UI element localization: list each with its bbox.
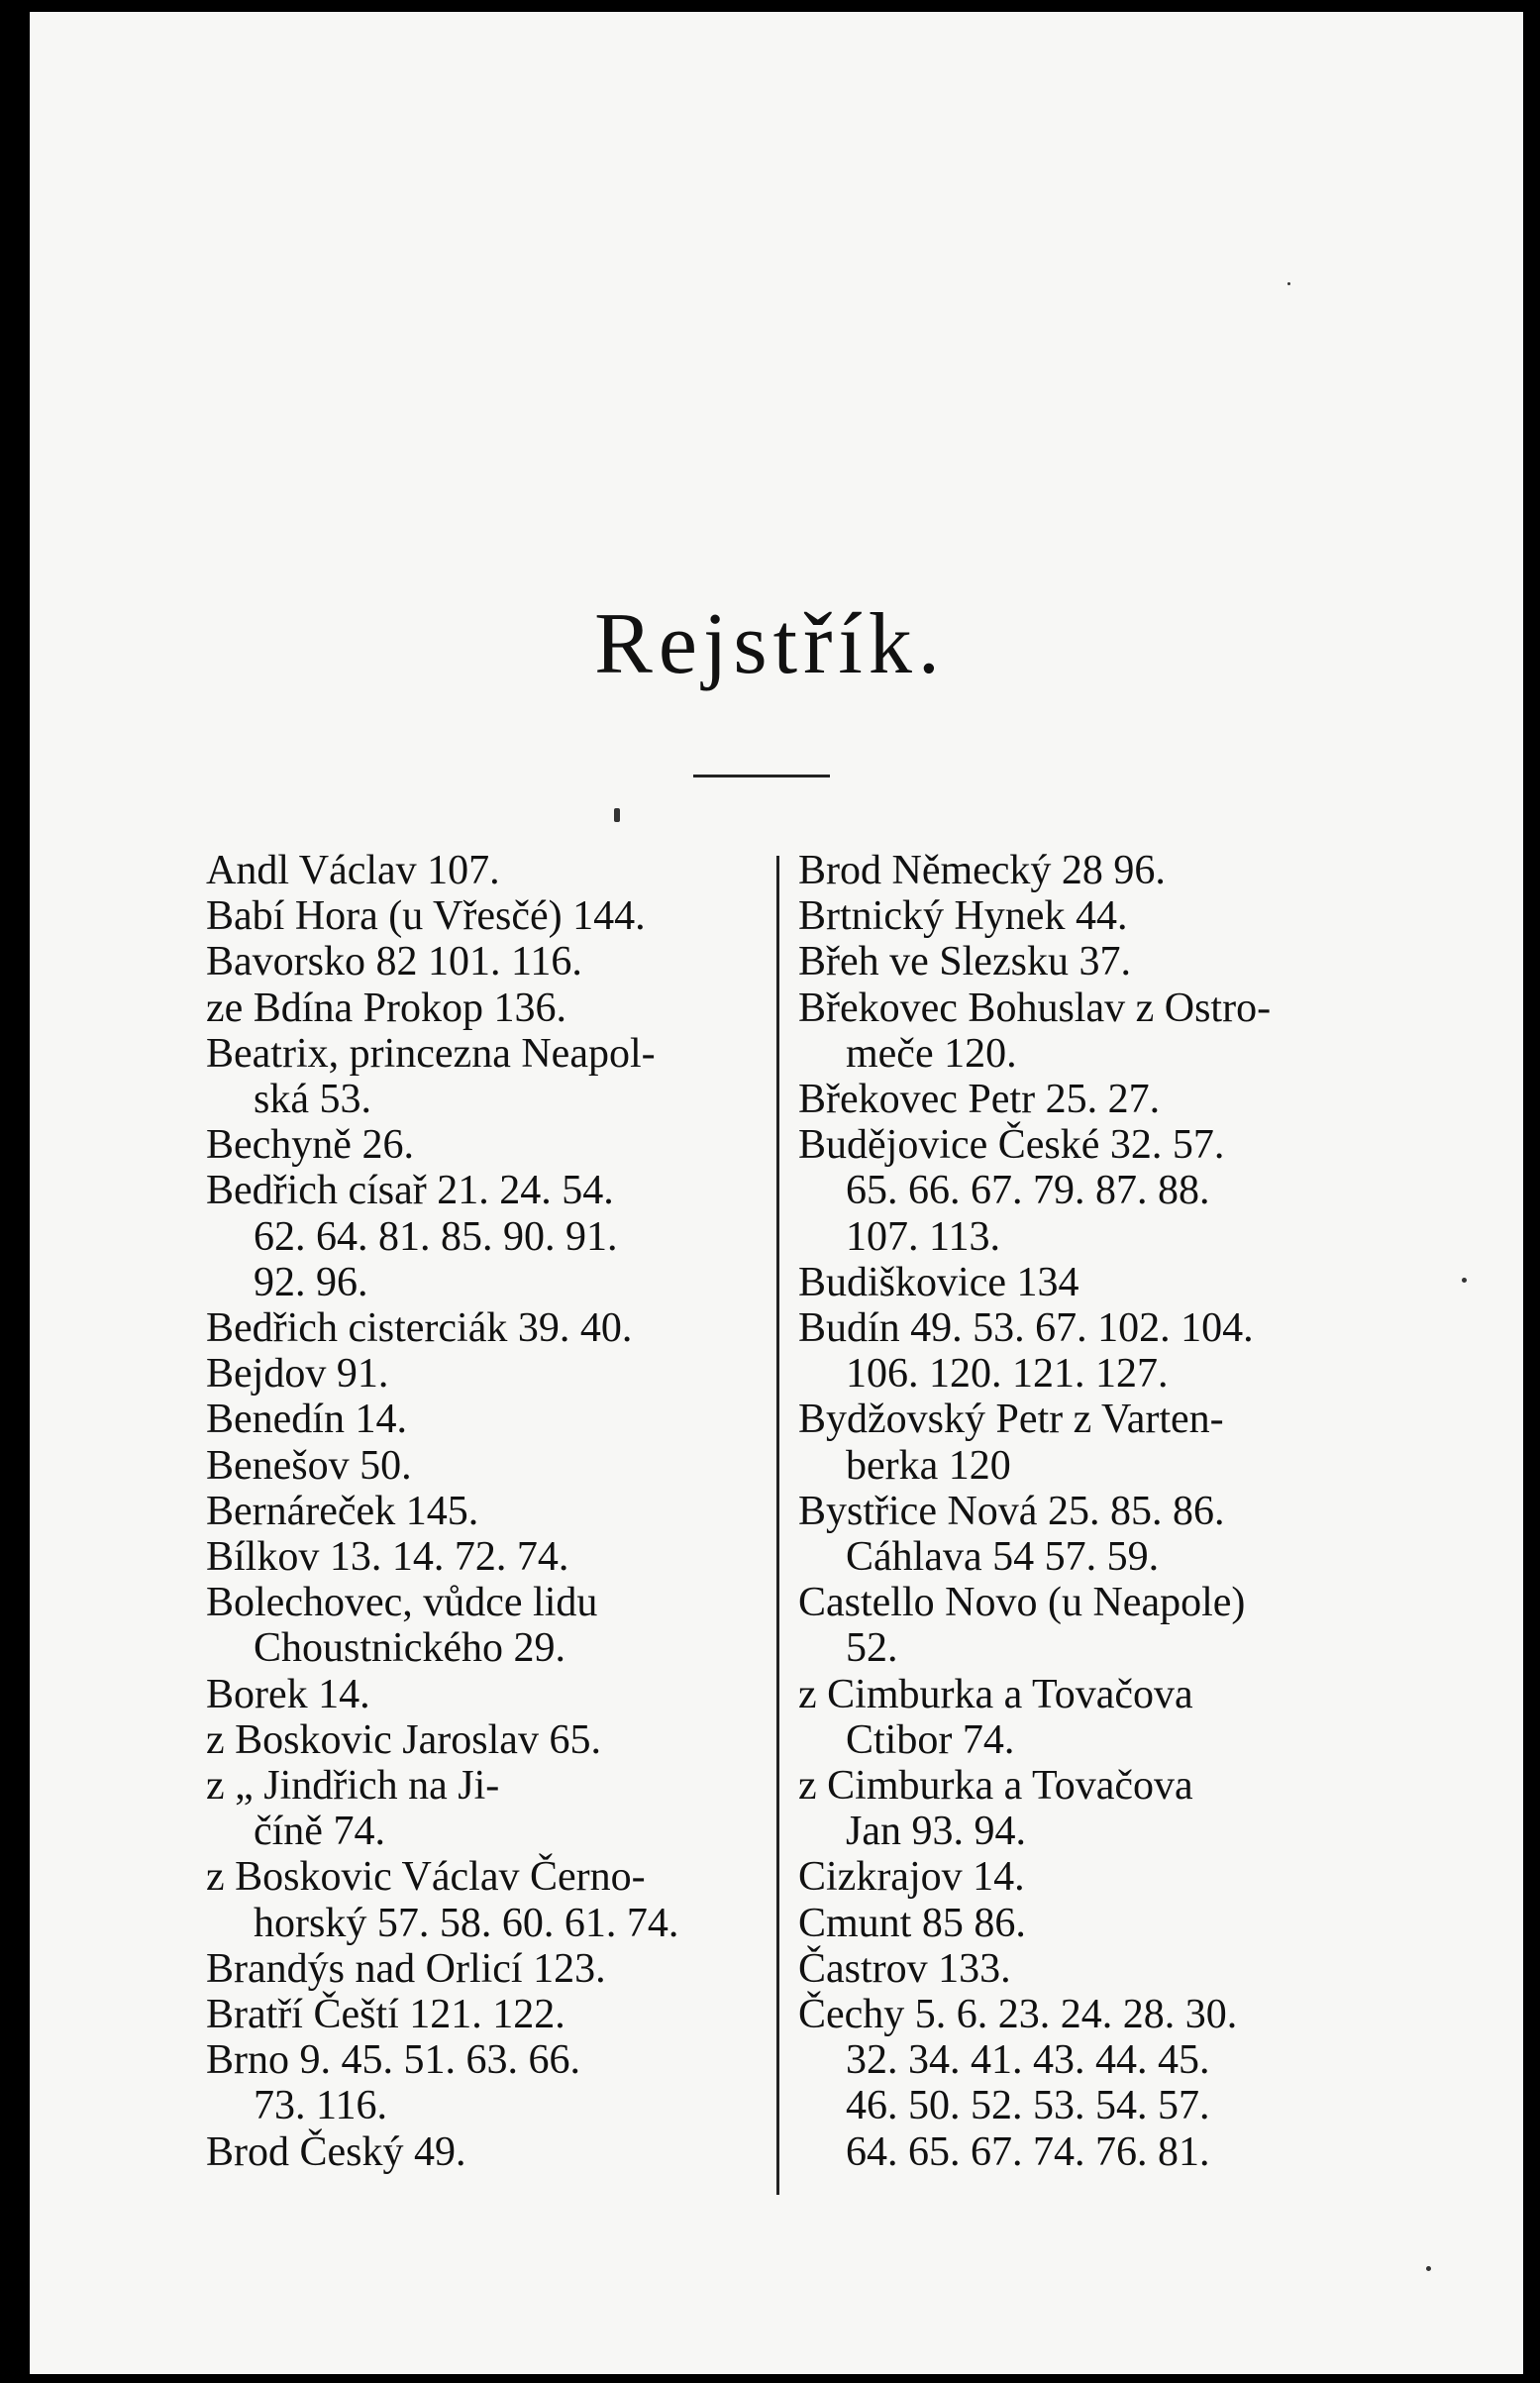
index-entry-continuation: berka 120	[846, 1442, 1011, 1489]
print-speck	[1462, 1278, 1467, 1283]
index-entry: Budín 49. 53. 67. 102. 104.	[798, 1305, 1254, 1352]
index-entry: Bejdov 91.	[206, 1351, 389, 1398]
index-entry-continuation: 64. 65. 67. 74. 76. 81.	[846, 2128, 1210, 2175]
index-entry: Brno 9. 45. 51. 63. 66.	[206, 2037, 580, 2084]
index-entry: Bydžovský Petr z Varten-	[798, 1397, 1224, 1443]
index-entry: Benedín 14.	[206, 1397, 407, 1443]
index-entry-continuation: 92. 96.	[254, 1259, 368, 1305]
index-entry: Bechyně 26.	[206, 1122, 414, 1169]
index-entry-continuation: ská 53.	[254, 1077, 371, 1123]
index-entry: Bedřich císař 21. 24. 54.	[206, 1168, 614, 1214]
index-entry: Bernáreček 145.	[206, 1488, 479, 1534]
index-entry-continuation: 52.	[846, 1625, 898, 1672]
index-entry-continuation: Ctibor 74.	[846, 1716, 1015, 1763]
index-entry: Bystřice Nová 25. 85. 86.	[798, 1488, 1225, 1534]
index-entry: z „ Jindřich na Ji-	[206, 1763, 500, 1810]
index-entry: Babí Hora (u Vřesčé) 144.	[206, 893, 646, 940]
index-entry: Benešov 50.	[206, 1442, 412, 1489]
index-entry: ze Bdína Prokop 136.	[206, 984, 566, 1031]
index-entry: Cmunt 85 86.	[798, 1900, 1026, 1946]
index-entry: Bedřich cisterciák 39. 40.	[206, 1305, 633, 1352]
index-entry: Cizkrajov 14.	[798, 1854, 1025, 1901]
index-entry-continuation: horský 57. 58. 60. 61. 74.	[254, 1900, 679, 1946]
index-entry-continuation: 46. 50. 52. 53. 54. 57.	[846, 2083, 1210, 2129]
index-column-left	[206, 848, 761, 2175]
index-entry: Bílkov 13. 14. 72. 74.	[206, 1534, 569, 1581]
index-entry: Bratří Čeští 121. 122.	[206, 1992, 565, 2038]
print-speck	[614, 808, 620, 822]
column-divider	[776, 856, 779, 2195]
index-entry-continuation: 106. 120. 121. 127.	[846, 1351, 1169, 1398]
index-entry-continuation: 107. 113.	[846, 1213, 1000, 1260]
index-entry: z Cimburka a Tovačova	[798, 1671, 1193, 1717]
index-entry: z Cimburka a Tovačova	[798, 1763, 1193, 1810]
index-entry: Břeh ve Slezsku 37.	[798, 939, 1131, 985]
index-entry: Čechy 5. 6. 23. 24. 28. 30.	[798, 1992, 1238, 2038]
index-entry: Bolechovec, vůdce lidu	[206, 1580, 598, 1626]
index-column-right	[798, 848, 1353, 2175]
index-entry: Břekovec Petr 25. 27.	[798, 1077, 1161, 1123]
title-rule	[693, 775, 830, 777]
index-entry-continuation: meče 120.	[846, 1030, 1017, 1077]
index-entry: Bavorsko 82 101. 116.	[206, 939, 582, 985]
index-entry-continuation: číně 74.	[254, 1809, 385, 1855]
index-entry: z Boskovic Jaroslav 65.	[206, 1716, 601, 1763]
index-entry-continuation: Choustnického 29.	[254, 1625, 565, 1672]
index-entry-continuation: 32. 34. 41. 43. 44. 45.	[846, 2037, 1210, 2084]
print-speck	[1426, 2266, 1431, 2271]
index-entry: Budějovice České 32. 57.	[798, 1122, 1225, 1169]
index-entry: Borek 14.	[206, 1671, 370, 1717]
index-entry: Brod Německý 28 96.	[798, 848, 1166, 893]
index-entry: Brtnický Hynek 44.	[798, 893, 1128, 940]
index-entry: Andl Václav 107.	[206, 848, 500, 893]
index-entry: Častrov 133.	[798, 1945, 1011, 1992]
index-entry: Břekovec Bohuslav z Ostro-	[798, 984, 1272, 1031]
index-entry: Brandýs nad Orlicí 123.	[206, 1945, 606, 1992]
index-entry-continuation: 65. 66. 67. 79. 87. 88.	[846, 1168, 1210, 1214]
page-title: Rejstřík.	[594, 596, 946, 692]
print-speck	[1287, 282, 1290, 285]
index-entry-continuation: 73. 116.	[254, 2083, 387, 2129]
index-entry: z Boskovic Václav Černo-	[206, 1854, 646, 1901]
index-entry-continuation: Jan 93. 94.	[846, 1809, 1026, 1855]
index-entry: Brod Český 49.	[206, 2128, 466, 2175]
index-entry-continuation: 62. 64. 81. 85. 90. 91.	[254, 1213, 618, 1260]
index-entry-continuation: Cáhlava 54 57. 59.	[846, 1534, 1160, 1581]
index-entry: Beatrix, princezna Neapol-	[206, 1030, 656, 1077]
index-entry: Castello Novo (u Neapole)	[798, 1580, 1246, 1626]
index-entry: Budiškovice 134	[798, 1259, 1079, 1305]
